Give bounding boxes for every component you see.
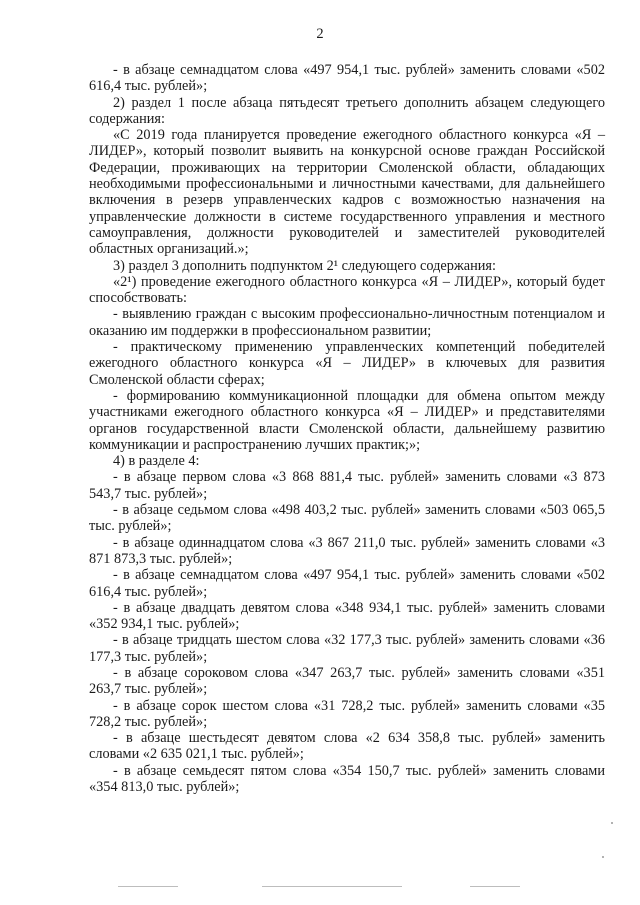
scan-artifact-dot (611, 822, 613, 824)
scan-artifact-line (118, 886, 178, 887)
paragraph-amend-29th: - в абзаце двадцать девятом слова «348 934,1 тыс. рублей» заменить словами «352 934,1 тыс. рублей»; (89, 599, 605, 633)
paragraph-amend-1st: - в абзаце первом слова «3 868 881,4 тыс. рублей» заменить словами «3 873 543,7 тыс. рублей»; (89, 469, 605, 502)
paragraph-bullet-practical-application: - практическому применению управленческих компетенций победителей ежегодного областного конкурса «Я – ЛИДЕР» в ключевых для развития Смоленской области сферах; (89, 339, 605, 388)
paragraph-quote-2019-contest: «С 2019 года планируется проведение ежегодного областного конкурса «Я – ЛИДЕР», который позволит выявить на конкурсной основе граждан Российской Федерации, проживающих на территории Смоленской области, обладающих необходимыми профессиональными и личностными качествами, для дальнейшего включения в резерв управленческих кадров с возможностью назначения на управленческие должности в системе государственного управления и местного самоуправления, должности руководителей и заместителей руководителей областных организаций.»; (89, 127, 605, 258)
paragraph-bullet-identify-citizens: - выявлению граждан с высоким профессионально-личностным потенциалом и оказанию им поддержки в профессиональном развитии; (89, 306, 605, 339)
paragraph-amend-11th: - в абзаце одиннадцатом слова «3 867 211,0 тыс. рублей» заменить словами «3 871 873,3 тыс. рублей»; (89, 534, 605, 567)
paragraph-bullet-communication-platform: - формированию коммуникационной площадки для обмена опытом между участниками ежегодного областного конкурса «Я – ЛИДЕР» и представителями органов государственной власти Смоленской области, дальнейшему развитию коммуникации и распространению лучших практик;»; (89, 387, 605, 453)
scan-artifact-line (262, 886, 402, 887)
paragraph-amend-69th: - в абзаце шестьдесят девятом слова «2 634 358,8 тыс. рублей» заменить словами «2 635 021,1 тыс. рублей»; (89, 730, 605, 763)
document-body (89, 62, 605, 795)
scan-artifact-dot (602, 856, 604, 858)
paragraph-item-3: 3) раздел 3 дополнить подпунктом 2¹ следующего содержания: (113, 257, 496, 274)
paragraph-amend-17th-section4: - в абзаце семнадцатом слова «497 954,1 тыс. рублей» заменить словами «502 616,4 тыс. рублей»; (89, 567, 605, 600)
paragraph-amend-75th: - в абзаце семьдесят пятом слова «354 150,7 тыс. рублей» заменить словами «354 813,0 тыс. рублей»; (89, 762, 605, 796)
paragraph-amend-36th: - в абзаце тридцать шестом слова «32 177,3 тыс. рублей» заменить словами «36 177,3 тыс. рублей»; (89, 632, 605, 665)
paragraph-item-4: 4) в разделе 4: (113, 453, 200, 470)
scan-artifact-line (470, 886, 520, 887)
paragraph-amend-7th: - в абзаце седьмом слова «498 403,2 тыс. рублей» заменить словами «503 065,5 тыс. рублей»; (89, 502, 605, 535)
paragraph-amend-17th: - в абзаце семнадцатом слова «497 954,1 тыс. рублей» заменить словами «502 616,4 тыс. рублей»; (89, 62, 605, 95)
paragraph-amend-46th: - в абзаце сорок шестом слова «31 728,2 тыс. рублей» заменить словами «35 728,2 тыс. рублей»; (89, 697, 605, 730)
paragraph-subitem-2-1: «2¹) проведение ежегодного областного конкурса «Я – ЛИДЕР», который будет способствовать: (89, 273, 605, 307)
page-number: 2 (316, 26, 324, 42)
paragraph-amend-40th: - в абзаце сороковом слова «347 263,7 тыс. рублей» заменить словами «351 263,7 тыс. рублей»; (89, 664, 605, 698)
paragraph-item-2: 2) раздел 1 после абзаца пятьдесят третьего дополнить абзацем следующего содержания: (89, 94, 605, 127)
